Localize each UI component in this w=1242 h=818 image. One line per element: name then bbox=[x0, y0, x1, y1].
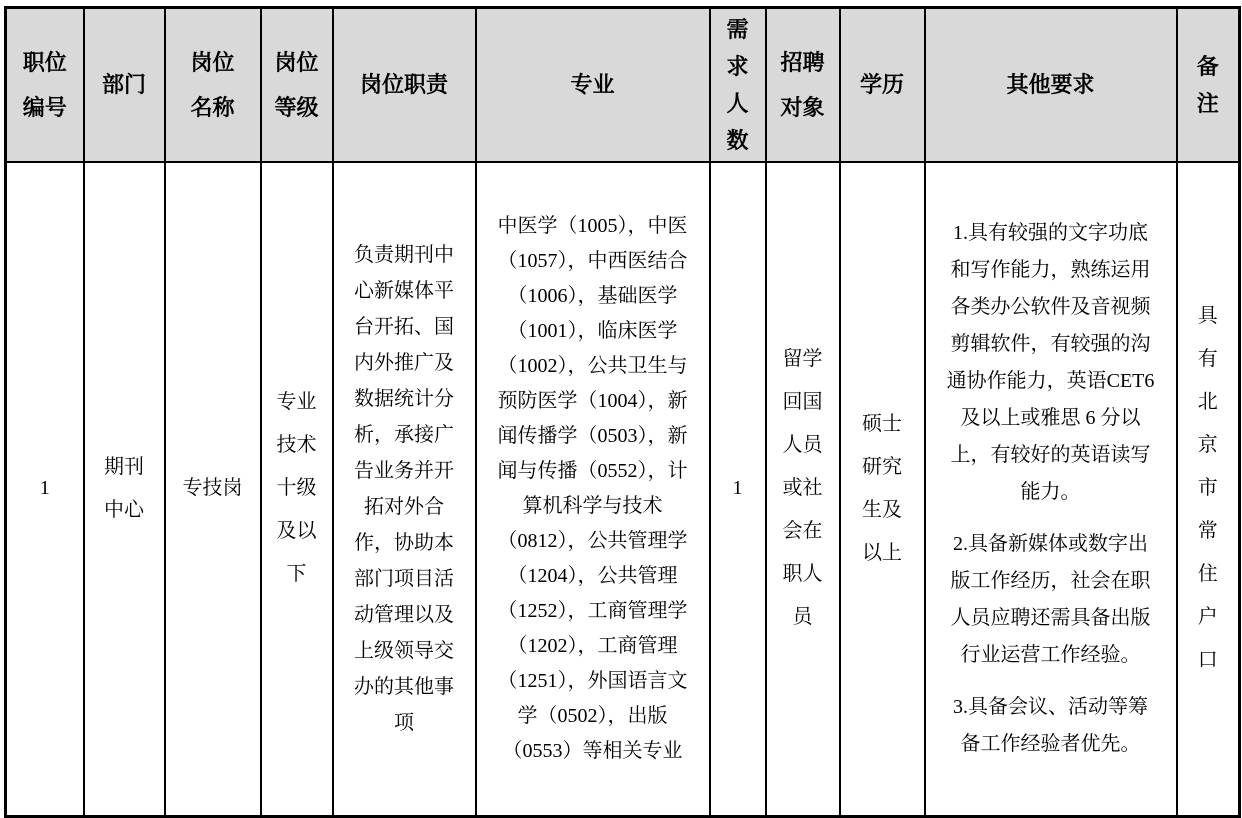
education-value: 硕士研究生及以上 bbox=[862, 412, 902, 564]
cell-other-requirements bbox=[925, 162, 1177, 816]
header-cell-target bbox=[766, 8, 840, 163]
remarks-value: 具有北京市常住户口 bbox=[1197, 305, 1218, 672]
header-cell-other bbox=[925, 8, 1177, 163]
table-header-row bbox=[6, 8, 1240, 163]
header-label-headcount: 需求人数 bbox=[726, 17, 749, 153]
header-cell-duties bbox=[333, 8, 476, 163]
header-label-remarks: 备注 bbox=[1196, 54, 1219, 116]
cell-duties bbox=[333, 162, 476, 816]
header-cell-job-level bbox=[261, 8, 333, 163]
department-value: 期刊中心 bbox=[104, 455, 144, 521]
duties-value: 负责期刊中心新媒体平台开拓、国内外推广及数据统计分析，承接广告业务并开拓对外合作，协助本部门项目活动管理以及上级领导交办的其他事项 bbox=[354, 243, 454, 734]
job-recruitment-table bbox=[4, 6, 1241, 818]
job-level-value: 专业技术十级及以下 bbox=[276, 391, 317, 586]
header-label-education: 学历 bbox=[859, 72, 904, 97]
header-label-target: 招聘对象 bbox=[780, 50, 825, 120]
header-cell-job-title bbox=[165, 8, 261, 163]
cell-job-level bbox=[261, 162, 333, 816]
header-label-other: 其他要求 bbox=[1006, 72, 1095, 97]
other-requirement-2: 2.具备新媒体或数字出版工作经历，社会在职人员应聘还需具备出版行业运营工作经验。 bbox=[950, 532, 1151, 666]
header-label-department: 部门 bbox=[101, 72, 146, 97]
header-cell-headcount bbox=[710, 8, 766, 163]
header-cell-education bbox=[840, 8, 925, 163]
header-label-position-id: 职位编号 bbox=[22, 50, 67, 120]
job-title-value: 专技岗 bbox=[182, 477, 243, 500]
target-value: 留学回国人员或社会在职人员 bbox=[782, 348, 823, 629]
cell-job-title bbox=[165, 162, 261, 816]
headcount-value: 1 bbox=[732, 477, 743, 500]
cell-remarks bbox=[1177, 162, 1240, 816]
cell-target bbox=[766, 162, 840, 816]
header-label-majors: 专业 bbox=[570, 72, 615, 97]
header-cell-remarks bbox=[1177, 8, 1240, 163]
cell-majors bbox=[476, 162, 710, 816]
header-cell-department bbox=[84, 8, 165, 163]
cell-headcount bbox=[710, 162, 766, 816]
position-id-value: 1 bbox=[39, 477, 50, 500]
majors-value: 中医学（1005），中医（1057），中西医结合（1006），基础医学（1001），临床医学（1002），公共卫生与预防医学（1004），新闻传播学（0503），新闻与传播（0552），计算机科学与技术（0812），公共管理学（1204），公共管理（1252），工商管理学（1202），工商管理（1251），外国语言文学（0502），出版（0553）等相关专业 bbox=[497, 214, 688, 762]
cell-education bbox=[840, 162, 925, 816]
header-label-duties: 岗位职责 bbox=[359, 72, 448, 97]
header-cell-majors bbox=[476, 8, 710, 163]
table-row bbox=[6, 162, 1240, 816]
other-requirement-1: 1.具有较强的文字功底和写作能力，熟练运用各类办公软件及音视频剪辑软件，有较强的沟通协作能力，英语CET6 及以上或雅思 6 分以上，有较好的英语读写能力。 bbox=[946, 221, 1155, 503]
header-label-job-title: 岗位名称 bbox=[190, 50, 235, 120]
header-cell-position-id bbox=[6, 8, 84, 163]
other-requirement-3: 3.具备会议、活动等筹备工作经验者优先。 bbox=[953, 695, 1148, 755]
header-label-job-level: 岗位等级 bbox=[274, 50, 319, 120]
cell-position-id bbox=[6, 162, 84, 816]
cell-department bbox=[84, 162, 165, 816]
